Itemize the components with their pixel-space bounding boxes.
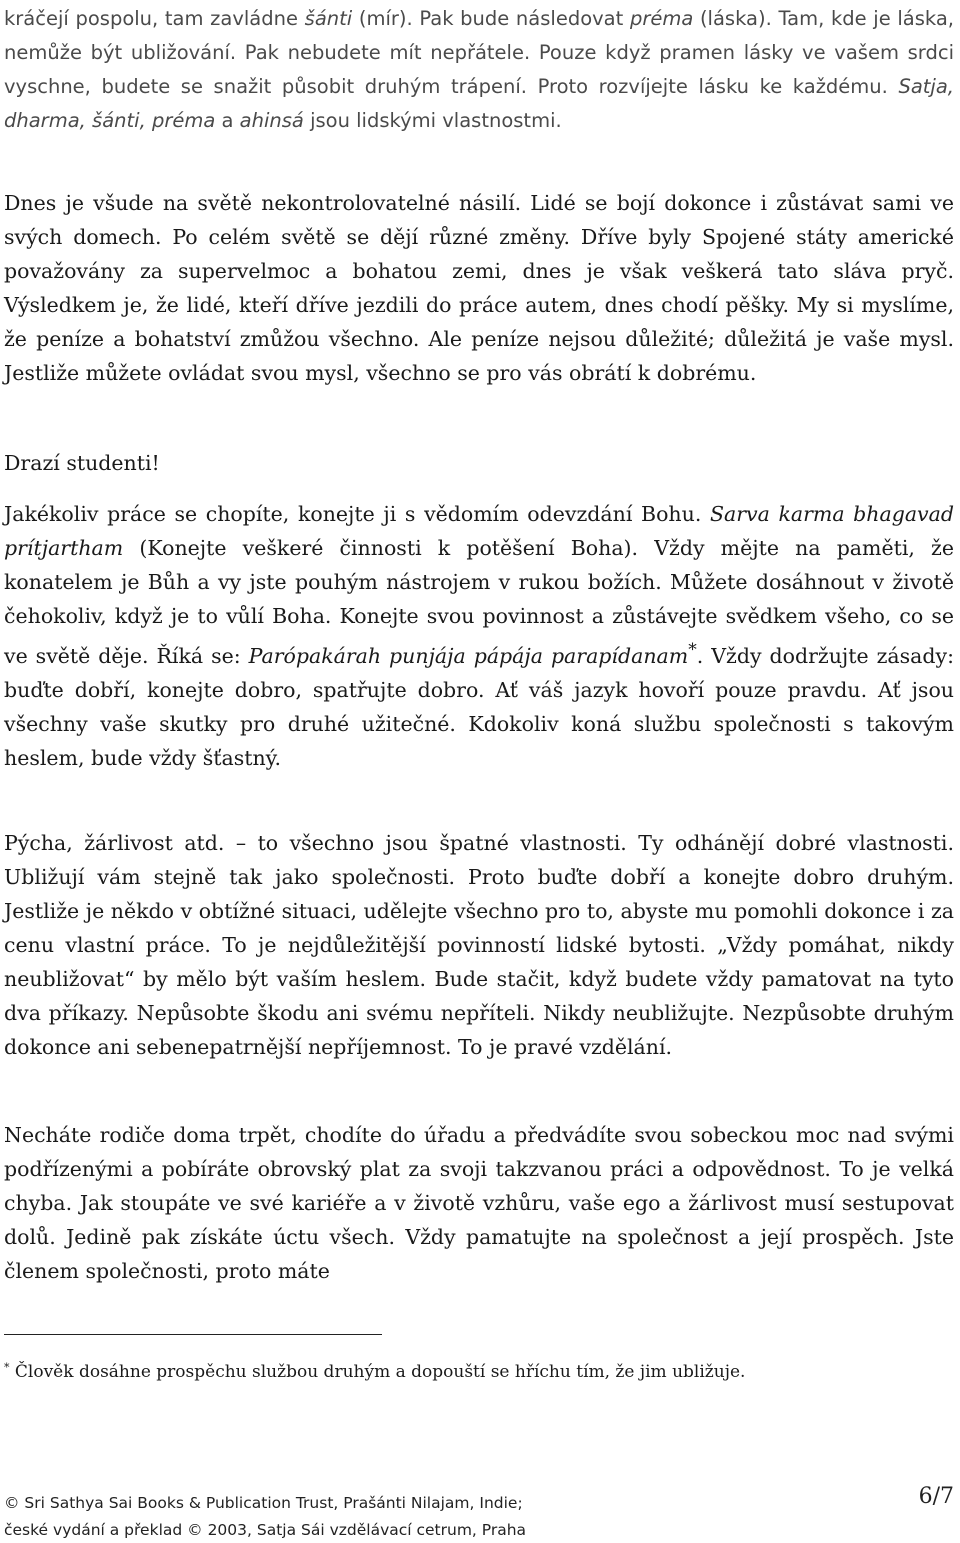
footnote bbox=[4, 1356, 954, 1384]
paragraph-love bbox=[4, 2, 954, 138]
term-prema: préma bbox=[629, 7, 694, 30]
footnote-reference: * bbox=[688, 640, 697, 660]
paragraph-surrender bbox=[4, 497, 954, 775]
page-number: 6/7 bbox=[918, 1484, 954, 1509]
paragraph-violence: Dnes je všude na světě nekontrolovatelné násilí. Lidé se bojí dokonce i zůstávat sami ve svých domech. Po celém světě se dějí různé změny. Dříve byly Spojené státy americké považovány za supervelmoc a bohatou zemi, dnes je však veškerá tato sláva pryč. Výsledkem je, že lidé, kteří dříve jezdili do práce autem, dnes chodí pěšky. My si myslíme, že peníze a bohatství zmůžou všechno. Ale peníze nejsou důležité; důležitá je vaše mysl. Jestliže můžete ovládat svou mysl, všechno se pro vás obrátí k dobrému. bbox=[4, 191, 954, 385]
footnote-text: Člověk dosáhne prospěchu službou druhým a dopouští se hříchu tím, že jim ubližuje. bbox=[9, 1362, 746, 1382]
paragraph-qualities: Pýcha, žárlivost atd. – to všechno jsou špatné vlastnosti. Ty odhánějí dobré vlastnosti. Ubližují vám stejně tak jako společnosti. Proto buďte dobří a konejte dobro druhým. Jestliže je někdo v obtížné situaci, udělejte všechno pro to, abyste mu pomohli dokonce i za cenu vlastní práce. To je nejdůležitější povinností lidské bytosti. „Vždy pomáhat, nikdy neubližovat“ by mělo být vaším heslem. Bude stačit, když budete vždy pamatovat na tyto dva příkazy. Nepůsobte škodu ani svému nepříteli. Nikdy neubližujte. Nezpůsobte druhým dokonce ani sebenepatrnější nepříjemnost. To je pravé vzdělání. bbox=[4, 831, 954, 1059]
paragraph-society: Necháte rodiče doma trpět, chodíte do úřadu a předvádíte svou sobeckou moc nad svými podřízenými a pobíráte obrovský plat za svoji takzvanou práci a odpovědnost. To je velká chyba. Jak stoupáte ve své kariéře a v životě vzhůru, vaše ego a žárlivost musí sestupovat dolů. Jedině pak získáte úctu všech. Vždy pamatujte na společnost a její prospěch. Jste členem společnosti, proto máte bbox=[4, 1123, 954, 1283]
text-run: Jakékoliv práce se chopíte, konejte ji s vědomím odevzdání Bohu. bbox=[4, 502, 710, 526]
paragraph-greeting: Drazí studenti! bbox=[4, 451, 160, 475]
term-ahinsa: ahinsá bbox=[239, 109, 304, 132]
term-values: Satja, dharma, šánti, préma bbox=[4, 75, 954, 132]
text-run: kráčejí pospolu, tam zavládne bbox=[4, 7, 305, 30]
term-sarva-karma: Sarva karma bhagavad prítjartham bbox=[4, 502, 954, 560]
footnote-mark: * bbox=[4, 1361, 10, 1374]
term-paropakarah: Parópakárah punjája pápája parapídanam bbox=[248, 643, 689, 668]
term-shanti: šánti bbox=[304, 7, 353, 30]
text-run: a bbox=[215, 109, 240, 132]
text-run: (mír). Pak bude následovat bbox=[352, 7, 630, 30]
text-run: (Konejte veškeré činnosti k potěšení Boha). Vždy mějte na paměti, že konatelem je Bůh a vy jste pouhým nástrojem v rukou božích. Můžete dosáhnout v životě čehokoliv, když je to vůlí Boha. Konejte svou povinnost a zůstávejte svědkem všeho, co se ve světě děje. Říká se: bbox=[4, 536, 954, 668]
footer-copyright: © Sri Sathya Sai Books & Publication Trust, Prašánti Nilajam, Indie; bbox=[4, 1494, 523, 1512]
footer-edition: české vydání a překlad © 2003, Satja Sái vzdělávací cetrum, Praha bbox=[4, 1521, 527, 1539]
text-run: (láska). Tam, kde je láska, nemůže být ubližování. Pak nebudete mít nepřátele. Pouze když pramen lásky ve vašem srdci vyschne, budete se snažit působit druhým trápení. Proto rozvíjejte lásku ke každému. bbox=[4, 7, 954, 98]
text-run: . Vždy dodržujte zásady: buďte dobří, konejte dobro, spatřujte dobro. Ať váš jazyk hovoří pouze pravdu. Ať jsou všechny vaše skutky pro druhé užitečné. Kdokoliv koná službu společnosti s takovým heslem, bude vždy šťastný. bbox=[4, 643, 954, 770]
text-run: jsou lidskými vlastnostmi. bbox=[303, 109, 562, 132]
footnote-divider bbox=[4, 1334, 382, 1335]
